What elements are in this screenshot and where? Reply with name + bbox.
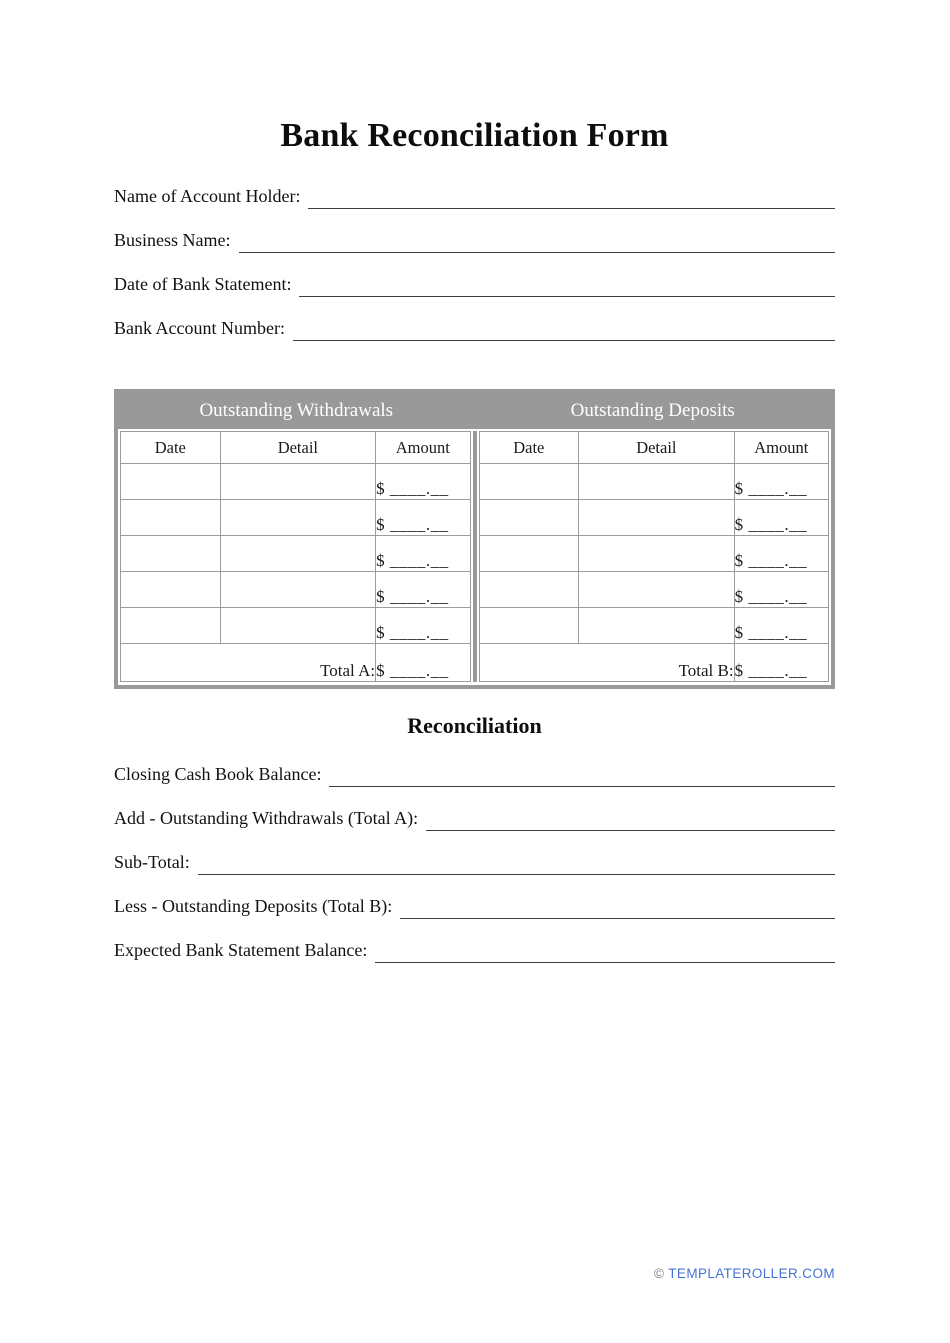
withdrawal-amount-cell[interactable]: $ ____.__ — [376, 464, 470, 500]
fill-line[interactable] — [308, 183, 835, 209]
document-page — [114, 0, 835, 981]
field-label: Name of Account Holder: — [114, 186, 301, 206]
deposit-detail-cell[interactable] — [579, 500, 735, 536]
field-label: Sub-Total: — [114, 852, 190, 872]
footer — [654, 1266, 835, 1281]
deposit-detail-cell[interactable] — [579, 464, 735, 500]
table-row — [121, 572, 471, 608]
total-b-row — [479, 644, 829, 682]
withdrawal-amount-cell[interactable]: $ ____.__ — [376, 572, 470, 608]
deposit-detail-cell[interactable] — [579, 536, 735, 572]
withdrawal-date-cell[interactable] — [121, 500, 221, 536]
withdrawal-date-cell[interactable] — [121, 536, 221, 572]
table-row — [121, 536, 471, 572]
table-row — [121, 464, 471, 500]
fill-line[interactable] — [375, 937, 835, 963]
field-less-outstanding-deposits — [114, 893, 835, 919]
withdrawal-detail-cell[interactable] — [220, 608, 376, 644]
table-row — [479, 464, 829, 500]
fill-line[interactable] — [329, 761, 835, 787]
table-row — [479, 572, 829, 608]
field-account-number — [114, 315, 835, 341]
field-label: Add - Outstanding Withdrawals (Total A): — [114, 808, 419, 828]
withdrawal-date-cell[interactable] — [121, 572, 221, 608]
table-row — [121, 608, 471, 644]
fill-line[interactable] — [400, 893, 835, 919]
deposit-date-cell[interactable] — [479, 608, 579, 644]
deposits-table — [479, 431, 830, 682]
total-b-label: Total B: — [479, 644, 734, 682]
fill-line[interactable] — [293, 315, 835, 341]
reconciliation-heading: Reconciliation — [407, 713, 542, 738]
fill-line[interactable] — [239, 227, 836, 253]
withdrawal-detail-cell[interactable] — [220, 536, 376, 572]
withdrawal-detail-cell[interactable] — [220, 464, 376, 500]
field-closing-cash-book-balance — [114, 761, 835, 787]
field-label: Closing Cash Book Balance: — [114, 764, 322, 784]
deposit-amount-cell[interactable]: $ ____.__ — [734, 572, 828, 608]
document-title: Bank Reconciliation Form — [280, 117, 669, 154]
table-row — [479, 536, 829, 572]
withdrawal-detail-cell[interactable] — [220, 572, 376, 608]
field-add-outstanding-withdrawals — [114, 805, 835, 831]
deposit-amount-cell[interactable]: $ ____.__ — [734, 536, 828, 572]
outstanding-items-table — [114, 389, 835, 689]
deposit-detail-cell[interactable] — [579, 608, 735, 644]
field-business-name — [114, 227, 835, 253]
deposit-amount-cell[interactable]: $ ____.__ — [734, 500, 828, 536]
deposits-header: Outstanding Deposits — [570, 400, 735, 421]
account-info-section — [114, 183, 835, 341]
reconciliation-section — [114, 761, 835, 963]
deposit-date-cell[interactable] — [479, 536, 579, 572]
column-header-row — [121, 432, 471, 464]
deposit-amount-cell[interactable]: $ ____.__ — [734, 464, 828, 500]
withdrawal-amount-cell[interactable]: $ ____.__ — [376, 608, 470, 644]
withdrawals-table — [120, 431, 471, 682]
field-sub-total — [114, 849, 835, 875]
templateroller-link[interactable]: TEMPLATEROLLER.COM — [668, 1266, 835, 1281]
deposit-detail-cell[interactable] — [579, 572, 735, 608]
table-body — [118, 429, 831, 685]
withdrawals-header: Outstanding Withdrawals — [199, 400, 394, 421]
field-label: Expected Bank Statement Balance: — [114, 940, 368, 960]
table-header-band — [118, 393, 831, 429]
withdrawal-amount-cell[interactable]: $ ____.__ — [376, 536, 470, 572]
field-label: Date of Bank Statement: — [114, 274, 292, 294]
amount-column-header: Amount — [734, 432, 828, 464]
deposit-date-cell[interactable] — [479, 500, 579, 536]
field-expected-bank-statement-balance — [114, 937, 835, 963]
detail-column-header: Detail — [220, 432, 376, 464]
total-a-amount-cell[interactable]: $ ____.__ — [376, 644, 470, 682]
total-a-row — [121, 644, 471, 682]
field-statement-date — [114, 271, 835, 297]
field-label: Less - Outstanding Deposits (Total B): — [114, 896, 393, 916]
detail-column-header: Detail — [579, 432, 735, 464]
withdrawal-amount-cell[interactable]: $ ____.__ — [376, 500, 470, 536]
amount-column-header: Amount — [376, 432, 470, 464]
deposit-amount-cell[interactable]: $ ____.__ — [734, 608, 828, 644]
total-b-amount-cell[interactable]: $ ____.__ — [734, 644, 828, 682]
fill-line[interactable] — [198, 849, 835, 875]
withdrawal-detail-cell[interactable] — [220, 500, 376, 536]
copyright-symbol: © — [653, 1266, 665, 1281]
table-row — [479, 500, 829, 536]
date-column-header: Date — [121, 432, 221, 464]
table-row — [479, 608, 829, 644]
field-account-holder — [114, 183, 835, 209]
field-label: Bank Account Number: — [114, 318, 285, 338]
table-middle-divider — [473, 431, 477, 682]
fill-line[interactable] — [299, 271, 835, 297]
deposit-date-cell[interactable] — [479, 572, 579, 608]
withdrawal-date-cell[interactable] — [121, 464, 221, 500]
table-row — [121, 500, 471, 536]
withdrawal-date-cell[interactable] — [121, 608, 221, 644]
column-header-row — [479, 432, 829, 464]
total-a-label: Total A: — [121, 644, 376, 682]
field-label: Business Name: — [114, 230, 231, 250]
date-column-header: Date — [479, 432, 579, 464]
deposit-date-cell[interactable] — [479, 464, 579, 500]
fill-line[interactable] — [426, 805, 835, 831]
